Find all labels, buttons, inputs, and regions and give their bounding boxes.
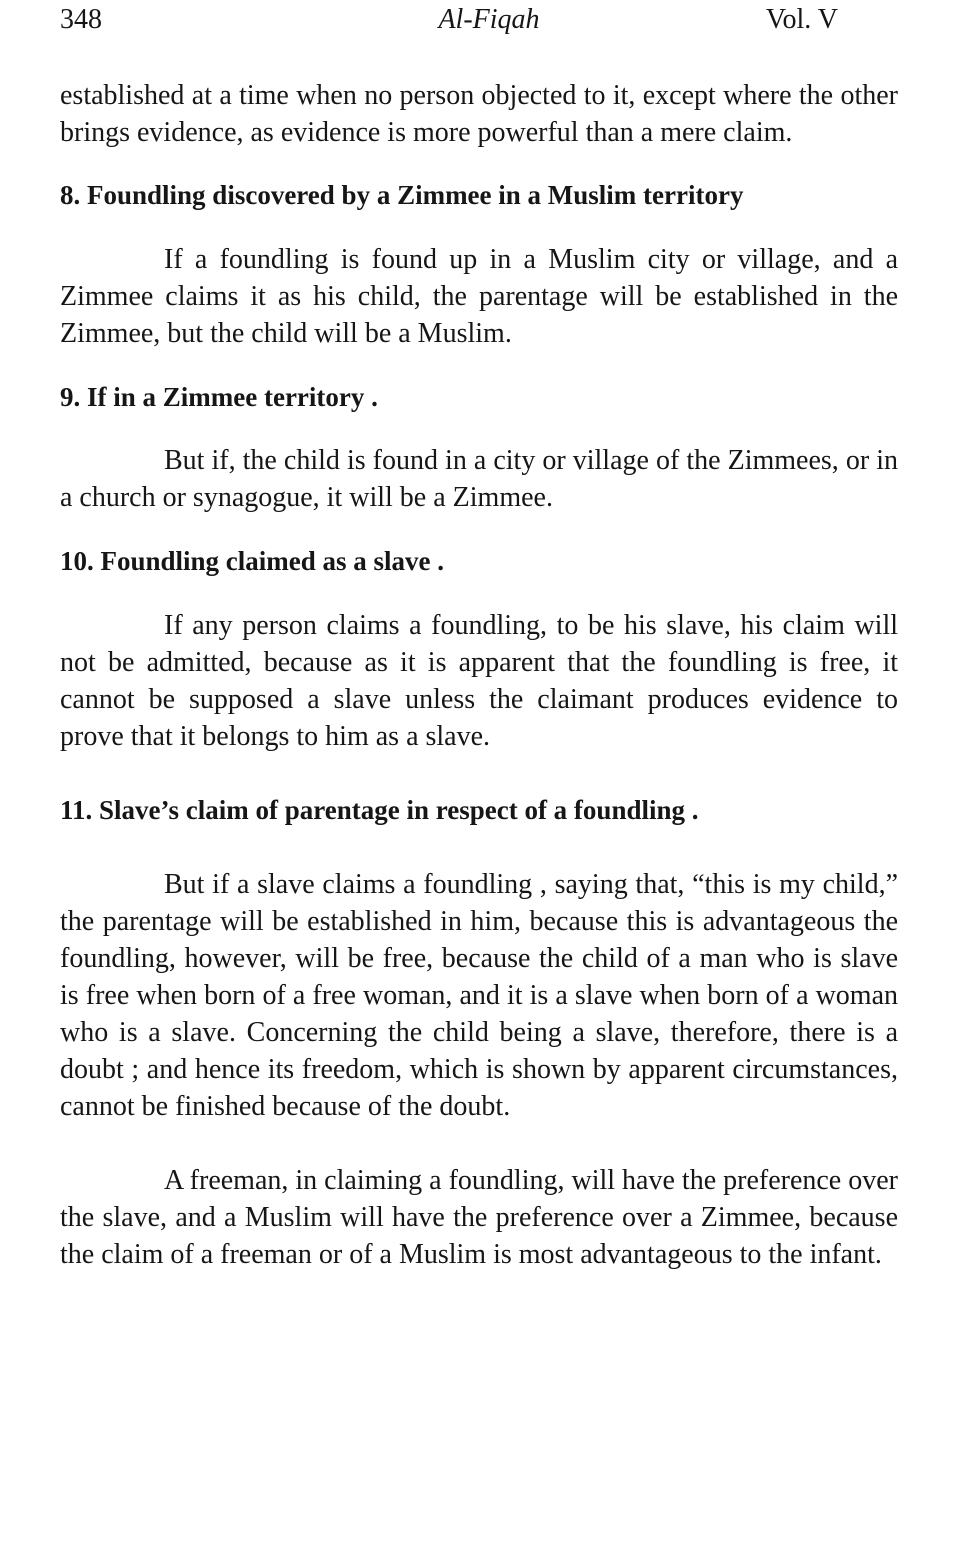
section-8-paragraph: If a foundling is found up in a Muslim city or village, and a Zimmee claims it as his child, the parentage will be established in the Zimmee, but the child will be a Muslim. — [60, 244, 898, 349]
book-title: Al-Fiqah — [438, 4, 540, 35]
section-heading-11: 11. Slave’s claim of parentage in respect of a foundling . — [60, 795, 699, 825]
section-heading-10: 10. Foundling claimed as a slave . — [60, 546, 445, 576]
section-11-paragraph-1: But if a slave claims a foundling , saying that, “this is my child,” the parentage will be established in him, because this is advantageous the foundling, however, will be free, because the child of a man who is slave is free when born of a free woman, and it is a slave when born of a woman who is a slave. Concerning the child being a slave, therefore, there is a doubt ; and hence its freedom, which is shown by apparent circumstances, cannot be finished because of the doubt. — [60, 869, 898, 1122]
section-11-paragraph-2: A freeman, in claiming a foundling, will have the preference over the slave, and a Muslim will have the preference over a Zimmee, because the claim of a freeman or of a Muslim is most advantageous to the infant. — [60, 1165, 898, 1270]
opening-paragraph: established at a time when no person objected to it, except where the other brings evidence, as evidence is more powerful than a mere claim. — [60, 80, 898, 148]
section-heading-9: 9. If in a Zimmee territory . — [60, 382, 378, 412]
page-number: 348 — [60, 4, 102, 35]
section-heading-8: 8. Foundling discovered by a Zimmee in a Muslim territory — [60, 180, 744, 210]
book-page — [60, 0, 898, 1554]
volume-label: Vol. V — [765, 4, 838, 35]
section-9-paragraph: But if, the child is found in a city or village of the Zimmees, or in a church or synagogue, it will be a Zimmee. — [60, 445, 898, 513]
section-10-paragraph: If any person claims a foundling, to be his slave, his claim will not be admitted, because as it is apparent that the foundling is free, it cannot be supposed a slave unless the claimant produces evidence to prove that it belongs to him as a slave. — [60, 610, 898, 752]
running-header — [60, 0, 898, 40]
